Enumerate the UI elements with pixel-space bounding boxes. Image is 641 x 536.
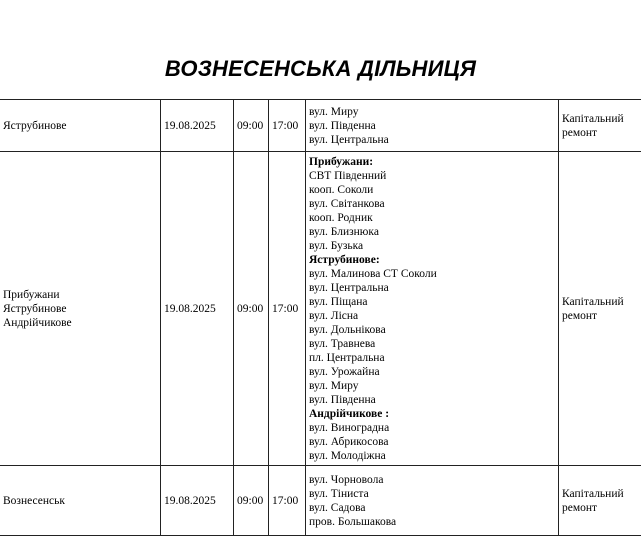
street-item: вул. Дольнікова bbox=[309, 323, 558, 337]
settlement-cell bbox=[0, 152, 161, 466]
date-cell: 19.08.2025 bbox=[161, 466, 234, 536]
work-type-text: ремонт bbox=[562, 126, 641, 140]
table-row bbox=[0, 466, 641, 536]
settlement-subheading: Яструбинове: bbox=[309, 253, 558, 267]
street-item: вул. Центральна bbox=[309, 133, 558, 147]
table-row bbox=[0, 100, 641, 152]
streets-cell bbox=[306, 466, 559, 536]
table-body bbox=[0, 100, 641, 536]
start-time-cell: 09:00 bbox=[234, 152, 269, 466]
street-item: вул. Центральна bbox=[309, 281, 558, 295]
street-item: кооп. Родник bbox=[309, 211, 558, 225]
settlement-name: Яструбинове bbox=[3, 302, 160, 316]
table-row bbox=[0, 152, 641, 466]
street-item: вул. Миру bbox=[309, 105, 558, 119]
street-item: вул. Травнева bbox=[309, 337, 558, 351]
street-item: СВТ Південний bbox=[309, 169, 558, 183]
street-item: вул. Піщана bbox=[309, 295, 558, 309]
work-type-text: Капітальний bbox=[562, 295, 641, 309]
settlement-subheading: Прибужани: bbox=[309, 155, 558, 169]
street-item: вул. Абрикосова bbox=[309, 435, 558, 449]
street-item: вул. Урожайна bbox=[309, 365, 558, 379]
settlement-cell bbox=[0, 466, 161, 536]
work-type-cell bbox=[559, 152, 641, 466]
street-item: кооп. Соколи bbox=[309, 183, 558, 197]
street-item: вул. Світанкова bbox=[309, 197, 558, 211]
street-item: вул. Бузька bbox=[309, 239, 558, 253]
start-time-cell: 09:00 bbox=[234, 100, 269, 152]
streets-cell bbox=[306, 152, 559, 466]
work-type-cell bbox=[559, 100, 641, 152]
date-cell: 19.08.2025 bbox=[161, 100, 234, 152]
street-item: вул. Виноградна bbox=[309, 421, 558, 435]
page-title: ВОЗНЕСЕНСЬКА ДІЛЬНИЦЯ bbox=[0, 56, 641, 82]
settlement-name: Прибужани bbox=[3, 288, 160, 302]
work-type-cell bbox=[559, 466, 641, 536]
settlement-subheading: Андрійчикове : bbox=[309, 407, 558, 421]
end-time-cell: 17:00 bbox=[269, 152, 306, 466]
street-item: вул. Близнюка bbox=[309, 225, 558, 239]
street-item: вул. Лісна bbox=[309, 309, 558, 323]
work-type-text: ремонт bbox=[562, 309, 641, 323]
streets-cell bbox=[306, 100, 559, 152]
street-item: вул. Малинова СТ Соколи bbox=[309, 267, 558, 281]
street-item: вул. Тіниста bbox=[309, 487, 558, 501]
street-item: вул. Чорновола bbox=[309, 473, 558, 487]
work-type-text: Капітальний bbox=[562, 112, 641, 126]
street-item: вул. Молодіжна bbox=[309, 449, 558, 463]
date-cell: 19.08.2025 bbox=[161, 152, 234, 466]
settlement-name: Яструбинове bbox=[3, 119, 160, 133]
settlement-name: Андрійчикове bbox=[3, 316, 160, 330]
end-time-cell: 17:00 bbox=[269, 466, 306, 536]
street-item: вул. Південна bbox=[309, 119, 558, 133]
street-item: вул. Миру bbox=[309, 379, 558, 393]
work-type-text: ремонт bbox=[562, 501, 641, 515]
start-time-cell: 09:00 bbox=[234, 466, 269, 536]
street-item: пров. Большакова bbox=[309, 515, 558, 529]
settlement-name: Вознесенськ bbox=[3, 494, 160, 508]
street-item: вул. Садова bbox=[309, 501, 558, 515]
settlement-cell bbox=[0, 100, 161, 152]
street-item: вул. Південна bbox=[309, 393, 558, 407]
work-type-text: Капітальний bbox=[562, 487, 641, 501]
outage-schedule-table bbox=[0, 99, 641, 536]
street-item: пл. Центральна bbox=[309, 351, 558, 365]
end-time-cell: 17:00 bbox=[269, 100, 306, 152]
